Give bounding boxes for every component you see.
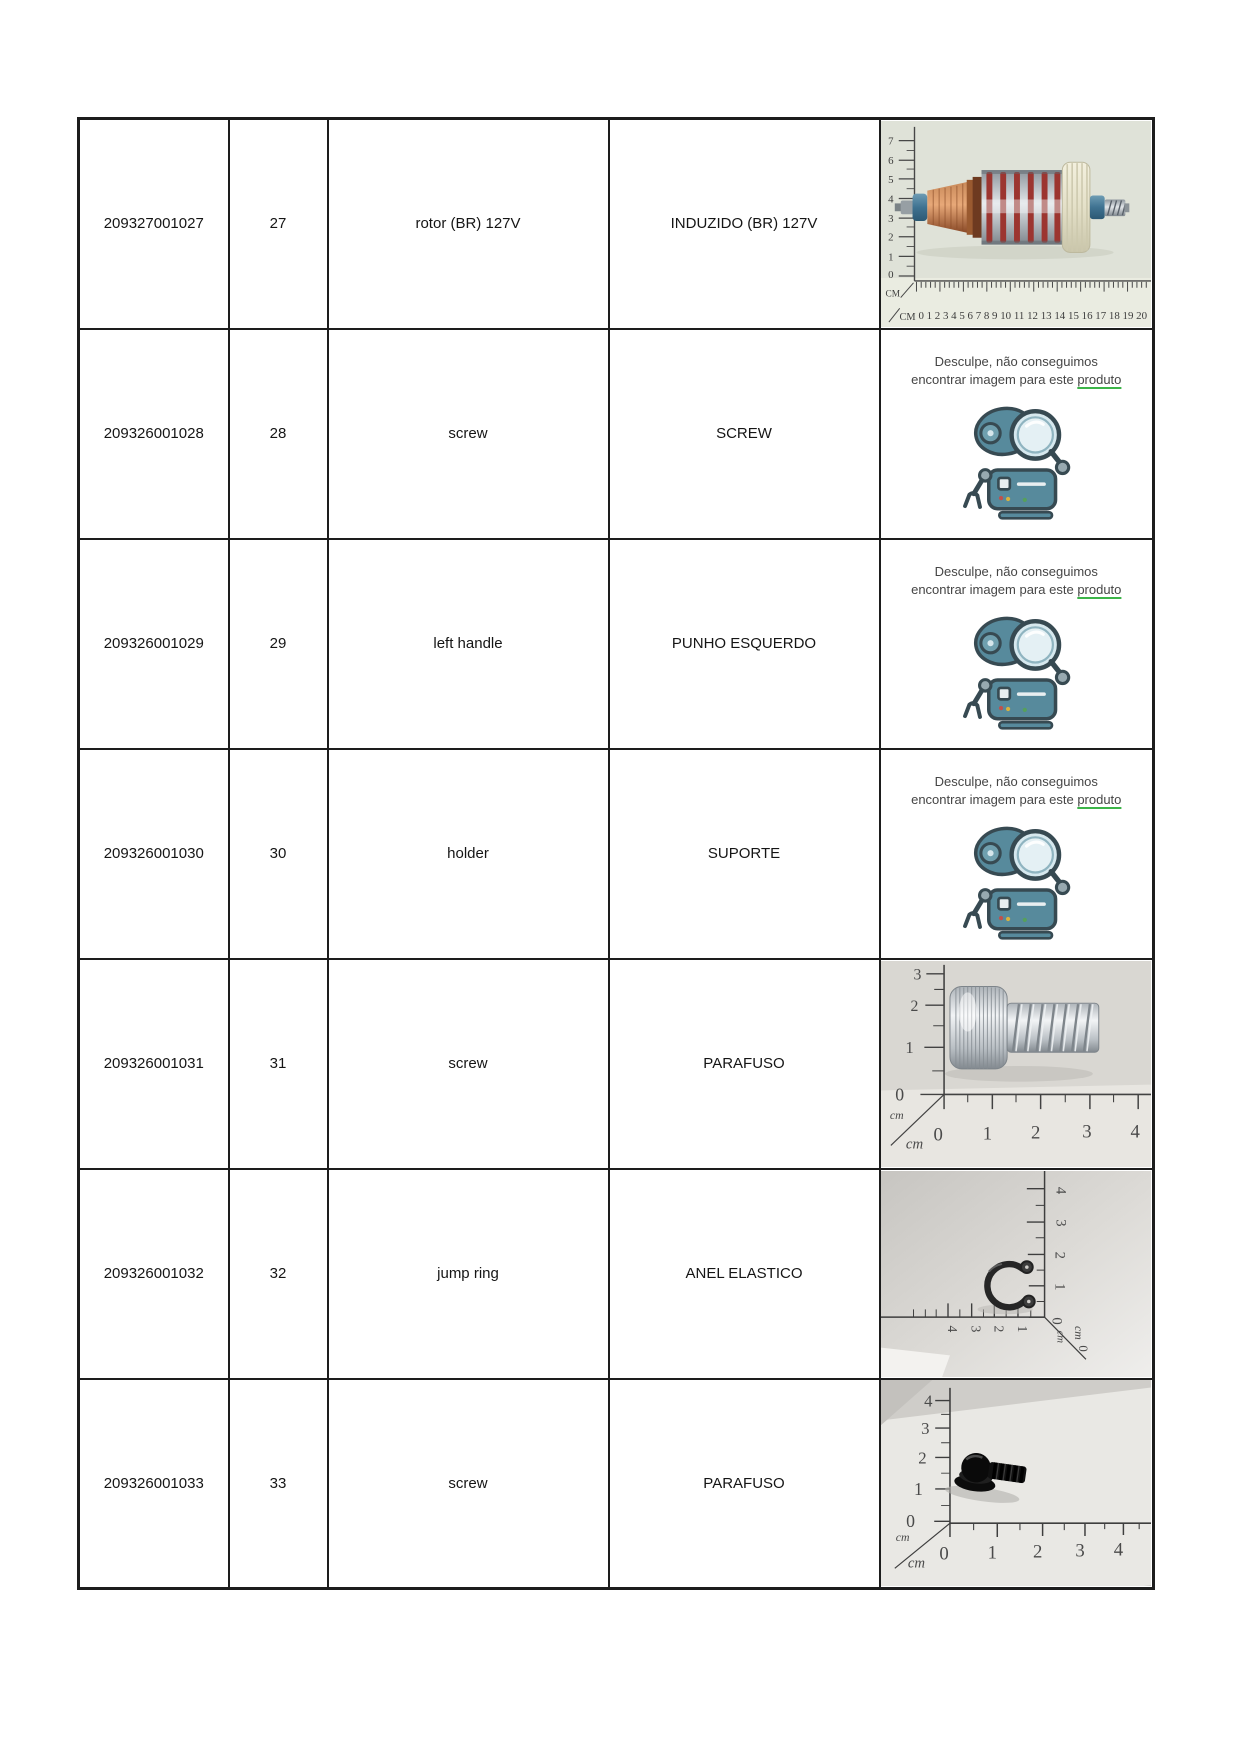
svg-text:4: 4 bbox=[945, 1325, 961, 1332]
svg-text:2: 2 bbox=[991, 1325, 1007, 1332]
image-cell bbox=[880, 1379, 1154, 1589]
svg-text:1: 1 bbox=[905, 1037, 915, 1057]
image-cell bbox=[880, 959, 1154, 1169]
svg-text:2: 2 bbox=[918, 1448, 927, 1468]
svg-text:0: 0 bbox=[1048, 1316, 1065, 1325]
name-en-cell: rotor (BR) 127V bbox=[328, 119, 609, 329]
no-image-placeholder bbox=[881, 346, 1153, 521]
name-en-cell: holder bbox=[328, 749, 609, 959]
name-en-cell: screw bbox=[328, 1379, 609, 1589]
item-number-cell: 33 bbox=[229, 1379, 328, 1589]
svg-text:2: 2 bbox=[1033, 1541, 1043, 1563]
parts-table bbox=[77, 117, 1155, 1590]
svg-text:1: 1 bbox=[888, 251, 894, 264]
svg-text:0: 0 bbox=[933, 1124, 944, 1146]
no-image-line1: Desculpe, não conseguimos bbox=[934, 773, 1098, 789]
no-image-message bbox=[911, 563, 1121, 598]
svg-text:3: 3 bbox=[1075, 1540, 1085, 1562]
name-en-cell: screw bbox=[328, 959, 609, 1169]
item-number-cell: 27 bbox=[229, 119, 328, 329]
image-cell bbox=[880, 749, 1154, 959]
produto-link[interactable]: produto bbox=[1077, 581, 1122, 597]
svg-text:2: 2 bbox=[910, 997, 919, 1015]
svg-text:1: 1 bbox=[1051, 1282, 1068, 1290]
name-pt-cell: SUPORTE bbox=[609, 749, 880, 959]
circlip-part-photo bbox=[881, 1171, 1151, 1377]
svg-text:0: 0 bbox=[888, 268, 894, 281]
rotor-part-photo bbox=[881, 121, 1151, 327]
part-number-cell: 209326001028 bbox=[79, 329, 229, 539]
svg-text:4: 4 bbox=[1114, 1539, 1124, 1561]
part-number-cell: 209326001030 bbox=[79, 749, 229, 959]
svg-text:6: 6 bbox=[888, 154, 894, 167]
svg-text:CM: CM bbox=[885, 289, 901, 300]
no-image-placeholder bbox=[881, 556, 1153, 731]
no-image-line2: encontrar imagem para este bbox=[911, 791, 1074, 807]
svg-text:cm: cm bbox=[908, 1555, 926, 1572]
name-en-cell: left handle bbox=[328, 539, 609, 749]
black-screw-part-photo bbox=[881, 1380, 1151, 1586]
svg-text:cm: cm bbox=[896, 1530, 910, 1545]
no-image-placeholder bbox=[881, 766, 1153, 941]
svg-text:2: 2 bbox=[1051, 1251, 1068, 1259]
name-en-cell: jump ring bbox=[328, 1169, 609, 1379]
svg-text:0: 0 bbox=[895, 1083, 905, 1104]
produto-link[interactable]: produto bbox=[1077, 371, 1122, 387]
image-cell bbox=[880, 1169, 1154, 1379]
table-row bbox=[79, 539, 1154, 749]
no-image-message bbox=[911, 353, 1121, 388]
image-cell bbox=[880, 329, 1154, 539]
svg-text:2: 2 bbox=[1031, 1122, 1041, 1144]
image-cell bbox=[880, 119, 1154, 329]
name-pt-cell: PARAFUSO bbox=[609, 959, 880, 1169]
svg-text:0: 0 bbox=[939, 1543, 949, 1565]
name-pt-cell: SCREW bbox=[609, 329, 880, 539]
name-pt-cell: PARAFUSO bbox=[609, 1379, 880, 1589]
svg-text:3: 3 bbox=[913, 966, 922, 984]
svg-text:4: 4 bbox=[924, 1391, 933, 1411]
part-number-cell: 209326001031 bbox=[79, 959, 229, 1169]
part-number-cell: 209327001027 bbox=[79, 119, 229, 329]
svg-text:4: 4 bbox=[888, 193, 894, 206]
svg-text:7: 7 bbox=[888, 135, 894, 148]
svg-text:3: 3 bbox=[968, 1325, 984, 1332]
svg-text:cm: cm bbox=[890, 1107, 904, 1122]
item-number-cell: 29 bbox=[229, 539, 328, 749]
robot-no-image-icon bbox=[950, 818, 1082, 941]
svg-text:1: 1 bbox=[914, 1479, 924, 1500]
svg-text:0: 0 bbox=[906, 1511, 916, 1532]
svg-text:3: 3 bbox=[921, 1419, 930, 1439]
svg-text:cm: cm bbox=[1054, 1329, 1067, 1343]
part-number-cell: 209326001032 bbox=[79, 1169, 229, 1379]
item-number-cell: 28 bbox=[229, 329, 328, 539]
svg-text:0 1 2 3 4 5 6 7 8 9 10 11 12 1: 0 1 2 3 4 5 6 7 8 9 10 11 12 13 14 15 16 17 18 19 20 bbox=[918, 310, 1148, 322]
svg-text:3: 3 bbox=[888, 212, 894, 225]
svg-text:3: 3 bbox=[1052, 1218, 1069, 1227]
svg-text:cm: cm bbox=[906, 1135, 924, 1152]
name-pt-cell: INDUZIDO (BR) 127V bbox=[609, 119, 880, 329]
table-row bbox=[79, 749, 1154, 959]
part-number-cell: 209326001033 bbox=[79, 1379, 229, 1589]
no-image-line1: Desculpe, não conseguimos bbox=[934, 563, 1098, 579]
name-en-cell: screw bbox=[328, 329, 609, 539]
robot-no-image-icon bbox=[950, 608, 1082, 731]
produto-link[interactable]: produto bbox=[1077, 791, 1122, 807]
svg-text:cm: cm bbox=[1072, 1325, 1087, 1340]
item-number-cell: 30 bbox=[229, 749, 328, 959]
svg-text:3: 3 bbox=[1082, 1121, 1092, 1143]
screw-part-photo bbox=[881, 961, 1151, 1167]
no-image-message bbox=[911, 773, 1121, 808]
no-image-line1: Desculpe, não conseguimos bbox=[934, 353, 1098, 369]
no-image-line2: encontrar imagem para este bbox=[911, 581, 1074, 597]
svg-text:1: 1 bbox=[987, 1542, 998, 1564]
table-row bbox=[79, 959, 1154, 1169]
table-row bbox=[79, 329, 1154, 539]
svg-text:0: 0 bbox=[1076, 1344, 1091, 1352]
table-row bbox=[79, 1379, 1154, 1589]
name-pt-cell: ANEL ELASTICO bbox=[609, 1169, 880, 1379]
part-number-cell: 209326001029 bbox=[79, 539, 229, 749]
no-image-line2: encontrar imagem para este bbox=[911, 371, 1074, 387]
svg-text:2: 2 bbox=[888, 231, 894, 244]
item-number-cell: 31 bbox=[229, 959, 328, 1169]
svg-text:5: 5 bbox=[888, 173, 894, 186]
svg-text:1: 1 bbox=[982, 1123, 993, 1145]
table-row bbox=[79, 1169, 1154, 1379]
svg-text:4: 4 bbox=[1130, 1121, 1141, 1143]
svg-text:CM: CM bbox=[899, 311, 916, 323]
item-number-cell: 32 bbox=[229, 1169, 328, 1379]
image-cell bbox=[880, 539, 1154, 749]
robot-no-image-icon bbox=[950, 398, 1082, 521]
svg-text:4: 4 bbox=[1052, 1186, 1069, 1194]
table-row bbox=[79, 119, 1154, 329]
name-pt-cell: PUNHO ESQUERDO bbox=[609, 539, 880, 749]
svg-text:1: 1 bbox=[1015, 1325, 1031, 1332]
